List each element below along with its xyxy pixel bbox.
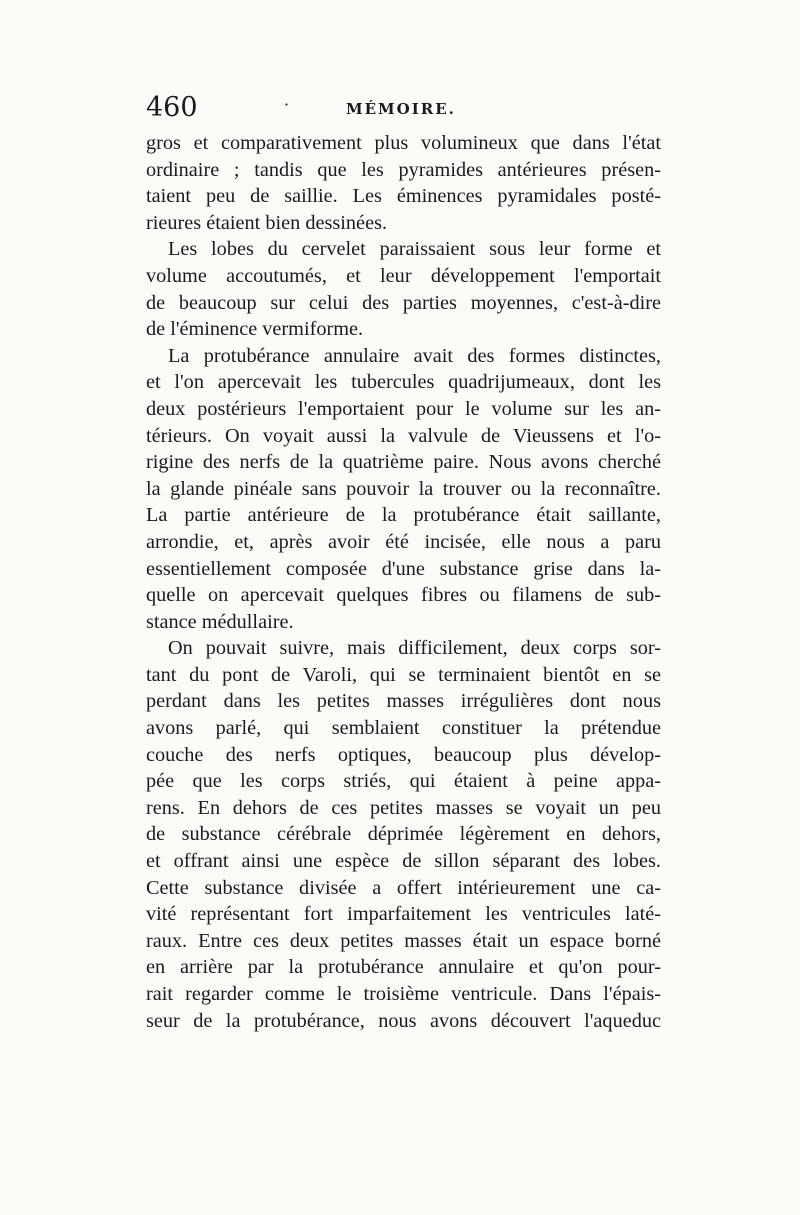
text-line: volume accoutumés, et leur développement l'emportait [146,264,661,287]
paragraph-start: On pouvait suivre, mais difficilement, deux corps sor- [168,637,661,660]
text-line: tant du pont de Varoli, qui se terminaient bientôt en se [146,663,661,686]
text-line: arrondie, et, après avoir été incisée, elle nous a paru [146,530,661,553]
text-line: perdant dans les petites masses irrégulières dont nous [146,690,661,713]
header-separator: · [284,95,290,114]
text-line: ordinaire ; tandis que les pyramides antérieures présen- [146,158,661,181]
text-line: La partie antérieure de la protubérance était saillante, [146,504,661,527]
text-line: rait regarder comme le troisième ventricule. Dans l'épais- [146,983,661,1005]
text-line: vité représentant fort imparfaitement les ventricules laté- [146,903,661,926]
text-line: Cette substance divisée a offert intérieurement une ca- [146,876,661,899]
text-line: seur de la protubérance, nous avons découvert l'aqueduc [146,1009,661,1032]
text-line: et l'on apercevait les tubercules quadrijumeaux, dont les [146,371,661,394]
page-header [146,92,666,124]
text-line: et offrant ainsi une espèce de sillon séparant des lobes. [146,850,661,873]
text-line: rens. En dehors de ces petites masses se voyait un peu [146,796,661,819]
text-line: rigine des nerfs de la quatrième paire. Nous avons cherché [146,451,661,474]
text-line: quelle on apercevait quelques fibres ou filamens de sub- [146,584,661,607]
text-line: stance médullaire. [146,610,294,633]
text-line: de beaucoup sur celui des parties moyennes, c'est-à-dire [146,291,661,314]
page-number: 460 [146,92,198,123]
text-line: pée que les corps striés, qui étaient à peine appa- [146,770,661,793]
text-line: deux postérieurs l'emportaient pour le volume sur les an- [146,397,661,420]
paragraph-start: Les lobes du cervelet paraissaient sous leur forme et [168,238,661,261]
text-line: taient peu de saillie. Les éminences pyramidales posté- [146,185,661,208]
text-line: gros et comparativement plus volumineux que dans l'état [146,132,661,154]
text-line: de l'éminence vermiforme. [146,318,364,341]
text-line: avons parlé, qui semblaient constituer la prétendue [146,717,661,740]
running-title: MÉMOIRE. [346,100,456,118]
text-line: en arrière par la protubérance annulaire et qu'on pour- [146,956,661,979]
text-line: essentiellement composée d'une substance grise dans la- [146,557,661,580]
text-line: rieures étaient bien dessinées. [146,211,388,234]
paragraph-start: La protubérance annulaire avait des formes distinctes, [168,344,661,367]
text-line: couche des nerfs optiques, beaucoup plus dévelop- [146,743,661,766]
text-line: térieurs. On voyait aussi la valvule de Vieussens et l'o- [146,424,661,447]
body-text [146,130,661,1034]
text-line: raux. Entre ces deux petites masses était un espace borné [146,929,661,952]
text-line: de substance cérébrale déprimée légèrement en dehors, [146,823,661,846]
text-line: la glande pinéale sans pouvoir la trouver ou la reconnaître. [146,477,661,500]
